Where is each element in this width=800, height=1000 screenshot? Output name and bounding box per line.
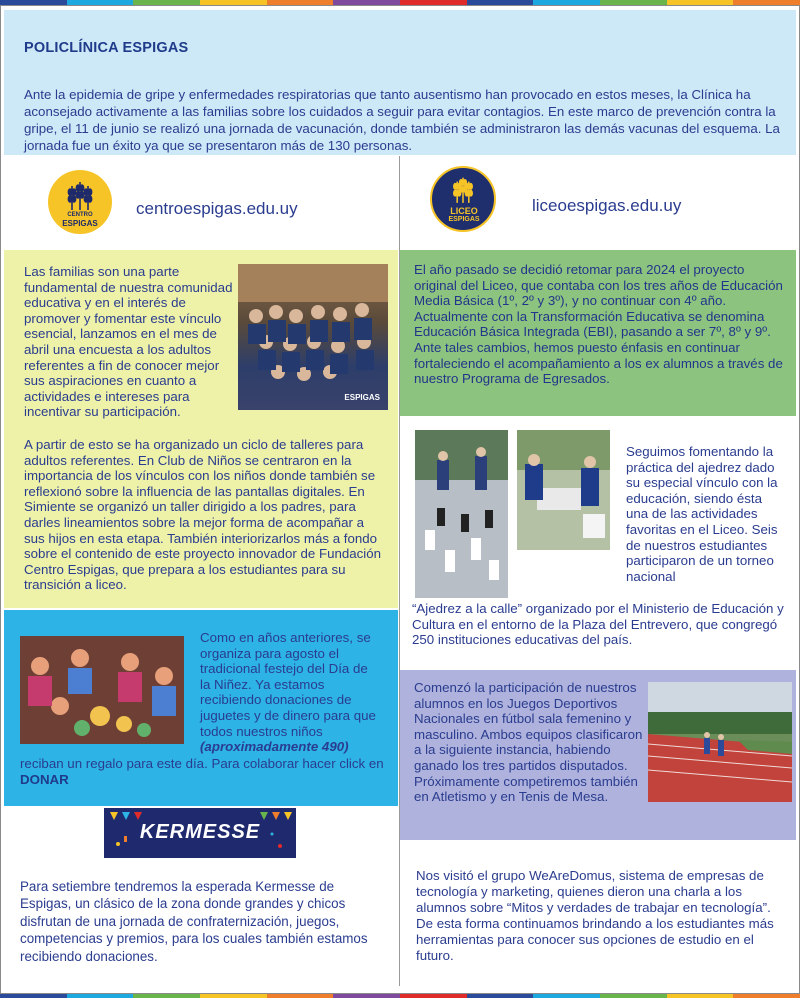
chess-photo-2 xyxy=(517,430,610,550)
families-text: Las familias son una parte fundamental de nuestra comunidad educativa y en el interés de promover y fomentar este vínculo esencial, lanzamos en el mes de abril una encuesta a los adultos referentes a fin de conocer mejor sus aspiraciones en cuanto a actividades e intereses para incentivar su participación. xyxy=(24,264,233,420)
logo-text-top: LICEO xyxy=(450,206,478,216)
chess-street-image xyxy=(415,430,508,598)
families-photo xyxy=(238,264,388,410)
logo-text-top: CENTRO xyxy=(67,212,93,218)
children-photo-image xyxy=(20,636,184,744)
logo-text-bottom: ESPIGAS xyxy=(448,216,480,223)
ninez-photo xyxy=(20,636,184,744)
ninez-text-a: Como en años anteriores, se organiza para agosto el tradicional festejo del Día de la Niñez. Ya estamos recibiendo donaciones de juguetes y de dinero para que todos nuestros niños xyxy=(200,630,376,739)
group-photo-image xyxy=(238,264,388,410)
policlinica-section xyxy=(4,10,796,155)
liceo-espigas-link[interactable]: liceoespigas.edu.uy xyxy=(532,196,682,215)
ajedrez-text: Seguimos fomentando la práctica del ajedrez dado su especial vínculo con la educación, siendo ésta una de las actividades favoritas en el Liceo. Seis de nuestros estudiantes participaron de un torneo nacional xyxy=(626,444,778,584)
kermesse-text: Para setiembre tendremos la esperada Kermesse de Espigas, un clásico de la zona donde grandes y chicos disfrutan de una jornada de confraternización, juegos, competencias y premios, para los cuales también estamos recibiendo donaciones. xyxy=(20,879,368,964)
photo-watermark: ESPIGAS xyxy=(344,393,380,402)
ninez-text xyxy=(200,630,380,755)
centro-espigas-link[interactable]: centroespigas.edu.uy xyxy=(136,199,298,218)
ninez-italic: (aproximadamente 490) xyxy=(200,739,349,755)
deportes-panel xyxy=(400,670,796,840)
deportes-text: Comenzó la participación de nuestros alumnos en los Juegos Deportivos Nacionales en fútbol sala femenino y masculino. Ambos equipos clasificaron a la siguiente instancia, habiendo ganado los tres partidos disputados. Próximamente competiremos también en Atletismo y en Tenis de Mesa. xyxy=(414,680,643,805)
domus-text: Nos visitó el grupo WeAreDomus, sistema de empresas de tecnología y marketing, quienes dieron una charla a los alumnos sobre “Mitos y verdades de trabajar en tecnología”. De esta forma continuamos brindando a los estudiantes más herramientas para conocer sus opciones de estudio en el futuro. xyxy=(416,868,774,963)
families-panel xyxy=(4,250,398,608)
centro-espigas-logo xyxy=(48,170,112,234)
ninez-text-continued xyxy=(20,756,390,787)
liceo-text: El año pasado se decidió retomar para 2024 el proyecto original del Liceo, que contaba con los tres años de Educación Media Básica (1º, 2º y 3º), y no continuar con 4º año. Actualmente con la Transformación Educativa se denomina Educación Básica Integrada (EBI), pasando a ser 7º, 8º y 9º. Ante tales cambios, hemos puesto énfasis en continuar fortaleciendo el acompañamiento a los ex alumnos a través de nuestro Programa de Egresados. xyxy=(414,262,783,387)
liceo-espigas-logo xyxy=(430,166,496,232)
ninez-panel xyxy=(4,610,398,806)
families-text-continued: A partir de esto se ha organizado un ciclo de talleres para adultos referentes. En Club de Niños se centraron en la importancia de los vínculos con los niños donde también se reflexionó sobre la influencia de las pantallas digitales. En Simiente se organizó un taller dirigido a los padres, para darles lineamientos sobre la mejor forma de acompañar a sus hijos en esta etapa. También interiorizarlos más a fondo sobre el contenido de este proyecto innovador de Fundación Centro Espigas, que prepara a los estudiantes para su transición a liceo. xyxy=(24,437,382,593)
kermesse-title: KERMESSE xyxy=(139,821,261,843)
chess-table-image xyxy=(517,430,610,550)
donar-link[interactable]: DONAR xyxy=(20,771,69,787)
liceo-panel xyxy=(400,250,796,416)
kermesse-banner xyxy=(104,808,296,858)
section-title: POLICLÍNICA ESPIGAS xyxy=(24,40,189,56)
athletics-track-image xyxy=(648,682,792,802)
ninez-text-b: reciban un regalo para este día. Para colaborar hacer click en xyxy=(20,756,384,771)
ajedrez-text-continued: “Ajedrez a la calle” organizado por el Ministerio de Educación y Cultura en el entorno de la Plaza del Entrevero, que congregó 250 instituciones educativas del país. xyxy=(412,601,784,648)
track-photo xyxy=(648,682,792,802)
logo-text-bottom: ESPIGAS xyxy=(62,219,98,228)
policlinica-paragraph: Ante la epidemia de gripe y enfermedades respiratorias que tanto ausentismo han provocado en estos meses, la Clínica ha aconsejado activamente a las familias sobre los cuidados a seguir para evitar contagios. En este marco de prevención contra la gripe, el 11 de junio se realizó una jornada de vacunación, donde también se administraron las demás vacunas del esquema. La jornada fue un éxito ya que se presentaron más de 130 personas. xyxy=(24,87,780,153)
chess-photo-1 xyxy=(415,430,508,598)
